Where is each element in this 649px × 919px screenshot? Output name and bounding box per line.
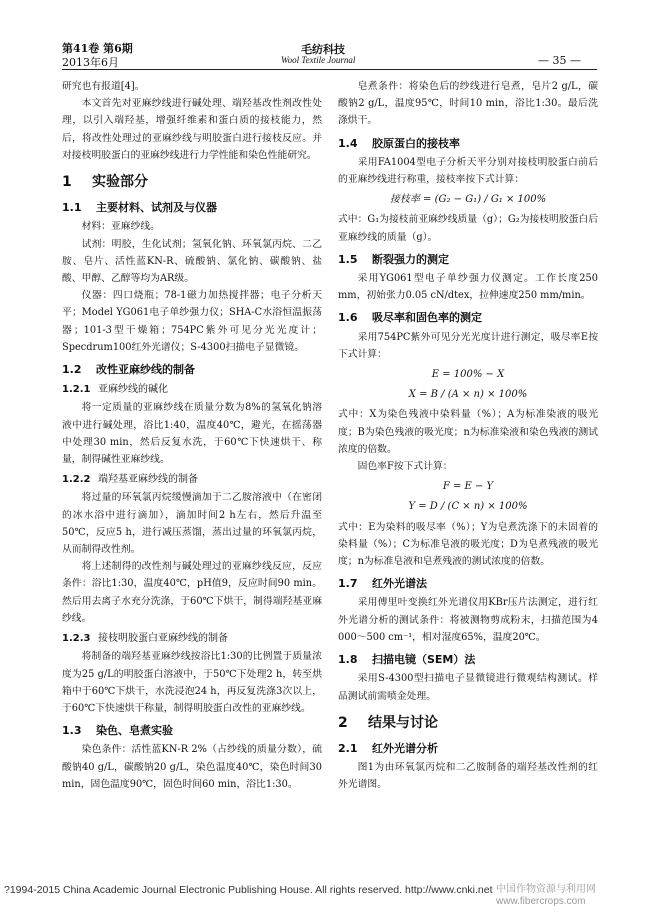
fixation-where: 式中：E为染料的吸尽率（%）；Y为皂煮洗涤下的未固着的染料量（%）；C为标准皂液的吸光度；D为皂煮残液的吸光度；n为标准皂液和皂煮残液的测试浓度的倍数。 (338, 521, 598, 568)
section-1-8-heading: 1.8 扫描电镜（SEM）法 (338, 653, 476, 667)
section-1-2-3-heading: 1.2.3 接枝明胶蛋白亚麻纱线的制备 (62, 633, 228, 645)
section-1-2-1-heading: 1.2.1 亚麻纱线的碱化 (62, 384, 168, 396)
copyright-footer: ?1994-2015 China Academic Journal Electronic Publishing House. All rights reserved. http://www.cnki.net (4, 884, 493, 896)
section-1-5-heading: 1.5 断裂强力的测定 (338, 252, 449, 266)
alkalization-text: 将一定质量的亚麻纱线在质量分数为8%的氢氧化钠溶液中进行碱处理，浴比1:40，温度40℃，避光，在摇荡器中处理30 min，然后反复水洗，于60℃下快速烘干、称量，制得碱性亚麻纱线。 (62, 402, 322, 466)
section-1-2-2-heading: 1.2.2 端羟基亚麻纱线的制备 (62, 474, 198, 486)
exhaustion-text: 采用754PC紫外可见分光光度计进行测定，吸尽率E按下式计算： (338, 331, 598, 360)
section-2-1-heading: 2.1 红外光谱分析 (338, 741, 438, 755)
fixation-text: 固色率F按下式计算： (357, 461, 453, 473)
section-2-heading: 2 结果与讨论 (338, 714, 438, 731)
infrared-text: 采用傅里叶变换红外光谱仪用KBr压片法测定，进行红外光谱分析的测试条件：将被测物剪成粉末，扫描范围为4 000～500 cm⁻¹，相对湿度65%，温度20℃。 (338, 597, 598, 643)
section-1-6-heading: 1.6 吸尽率和固色率的测定 (338, 311, 482, 325)
fixation-equation-2: Y = D / (C × n) × 100% (408, 501, 528, 513)
intro-ref-line: 研究也有报道[4]。 (62, 81, 145, 92)
materials-text: 材料：亚麻纱线。 (81, 221, 160, 233)
graft-rate-where: 式中：G₁为接枝前亚麻纱线质量（g）；G₂为接枝明胶蛋白后亚麻纱线的质量（g）。 (338, 214, 599, 243)
section-1-1-heading: 1.1 主要材料、试剂及与仪器 (62, 201, 217, 215)
exhaustion-equation-1: E = 100% − X (431, 369, 505, 381)
infrared-analysis-text: 图1为由环氧氯丙烷和二乙胺制备的端羟基改性剂的红外光谱图。 (338, 762, 598, 791)
hydroxyl-yarn-text: 将上述制得的改性剂与碱处理过的亚麻纱线反应，反应条件：浴比1:30，温度40℃，pH值9，反应时间90 min。然后用去离子水充分洗涤，于60℃下烘干，制得端羟基亚麻纱线。 (62, 561, 322, 624)
section-1-4-heading: 1.4 胶原蛋白的接枝率 (338, 136, 460, 150)
fixation-equation-1: F = E − Y (442, 481, 494, 493)
section-1-7-heading: 1.7 红外光谱法 (338, 577, 427, 591)
volume-issue: 第41卷 第6期 (62, 42, 133, 55)
modifier-prep-text: 将过量的环氧氯丙烷缓慢滴加于二乙胺溶液中（在密闭的冰水浴中进行滴加），滴加时间2 h左右，然后升温至50℃，反应5 h，进行减压蒸馏，蒸出过量的环氧氯丙烷，从而制得改性剂。 (62, 492, 322, 556)
sem-text: 采用S-4300型扫描电子显微镜进行微观结构测试。样品测试前需喷金处理。 (338, 673, 598, 702)
exhaustion-equation-2: X = B / (A × n) × 100% (408, 389, 528, 401)
intro-paragraph: 本文首先对亚麻纱线进行碱处理、端羟基改性剂改性处理，以引入端羟基，增强纤维素和蛋白质的接枝能力，然后，将改性处理过的亚麻纱线与明胶蛋白进行接枝反应。并对接枝明胶蛋白的亚麻纱线进行力学性能和染色性能研究。 (62, 98, 322, 161)
dyeing-conditions-text: 染色条件：活性蓝KN-R 2%（占纱线的质量分数），硫酸钠40 g/L，碳酸钠20 g/L，染色温度40℃，染色时间30 min，固色温度90℃，固色时间60 min，浴比1:30。 (62, 744, 322, 790)
strength-test-text: 采用YG061型电子单纱强力仪测定。工作长度250 mm，初始张力0.05 cN/dtex，拉伸速度250 mm/min。 (338, 273, 598, 302)
section-1-2-heading: 1.2 改性亚麻纱线的制备 (62, 363, 195, 377)
soaping-conditions-text: 皂煮条件：将染色后的纱线进行皂煮，皂片2 g/L，碳酸钠2 g/L，温度95℃，时间10 min，浴比1:30。最后洗涤烘干。 (338, 81, 598, 127)
page-number: — 35 — (538, 54, 581, 67)
issue-date: 2013年6月 (62, 56, 119, 69)
site-watermark: 中国作物资源与利用网 www.fibercrops.com (496, 884, 596, 907)
gelatin-graft-text: 将制备的端羟基亚麻纱线按浴比1:30的比例置于质量浓度为25 g/L的明胶蛋白溶液中，于50℃下处理2 h，转至烘箱中于60℃下烘干，水洗浸泡24 h，再反复洗涤3次以上，于60℃下快速烘干称量，制得明胶蛋白改性的亚麻纱线。 (62, 651, 322, 714)
exhaustion-where: 式中：X为染色残液中染料量（%）；A为标准染液的吸光度；B为染色残液的吸光度；n为标准染液和染色残液的测试浓度的倍数。 (338, 409, 598, 455)
header-rule (62, 69, 597, 70)
graft-rate-text: 采用FA1004型电子分析天平分别对接枝明胶蛋白前后的亚麻纱线进行称重，接枝率按下式计算： (338, 156, 598, 186)
right-column (338, 78, 598, 794)
section-1-heading: 1 实验部分 (62, 174, 148, 191)
section-1-3-heading: 1.3 染色、皂煮实验 (62, 724, 173, 738)
journal-title-en: Wool Textile Journal (281, 55, 356, 65)
left-column (62, 78, 322, 793)
journal-title: 毛纺科技 (301, 43, 345, 56)
reagents-text: 试剂：明胶，生化试剂；氢氧化钠、环氧氯丙烷、二乙胺、皂片、活性蓝KN-R、硫酸钠、氯化钠、碳酸钠、盐酸、甲醇、乙醇等均为AR级。 (62, 238, 322, 285)
instruments-text: 仪器：四口烧瓶；78-1磁力加热搅拌器；电子分析天平；Model YG061电子单纱强力仪；SHA-C水浴恒温振荡器；101-3型干燥箱；754PC紫外可见分光光度计；Specdrum100红外光谱仪；S-4300扫描电子显微镜。 (62, 290, 322, 353)
graft-rate-equation: 接枝率 = (G₂ − G₁) / G₁ × 100% (389, 194, 547, 206)
